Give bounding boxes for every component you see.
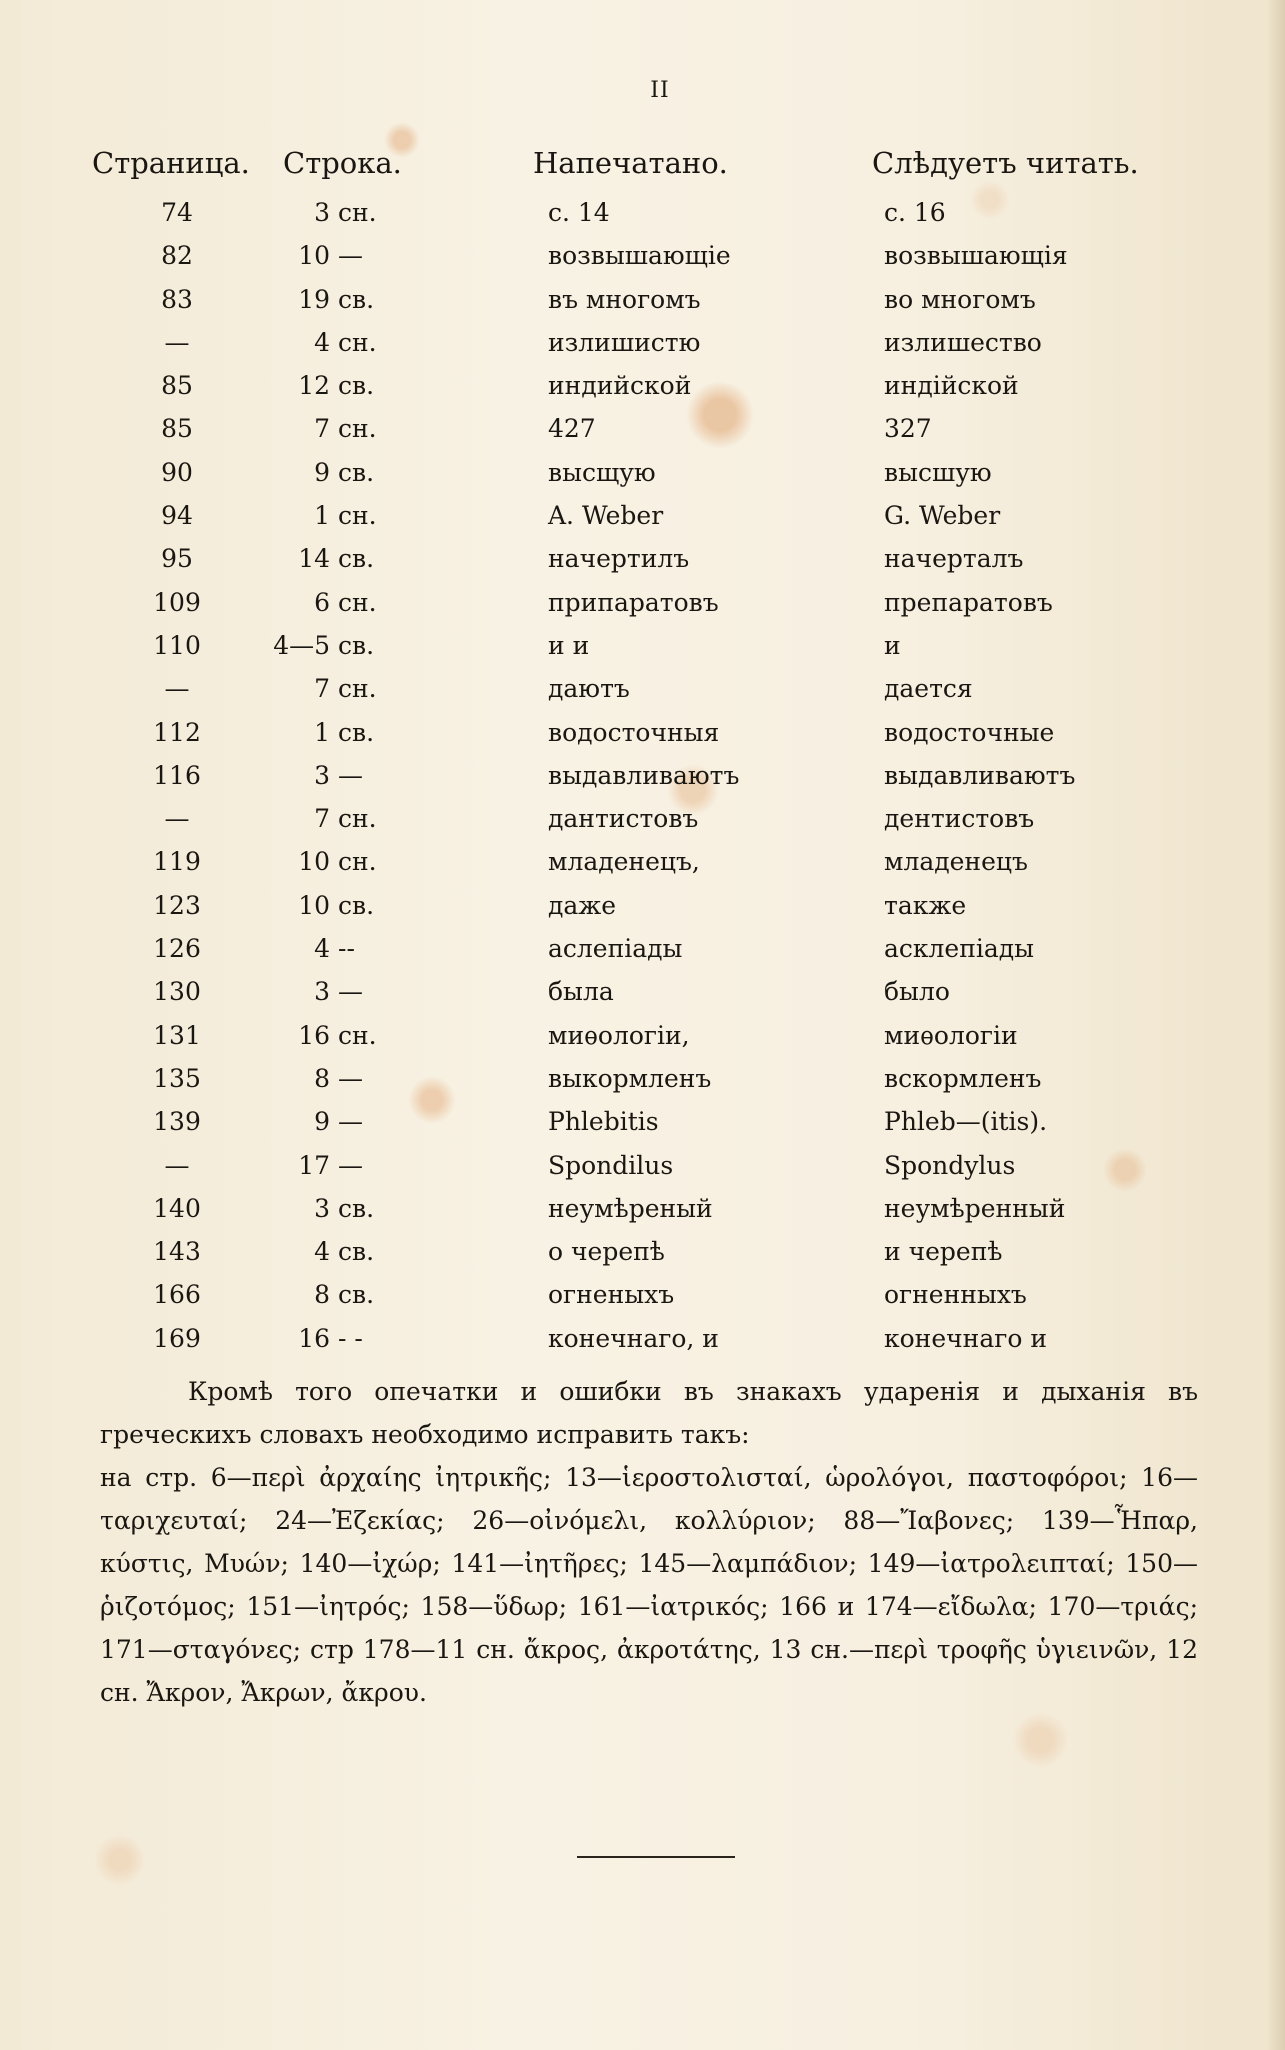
cell-read: и [884, 630, 901, 660]
cell-read: вскормленъ [884, 1063, 1042, 1093]
cell-line-number: 4—5 [273, 630, 330, 660]
cell-read: асклепіады [884, 934, 1035, 964]
cell-line-position: - - [338, 1323, 363, 1353]
cell-line-position: св. [338, 544, 375, 574]
cell-line-position: — [338, 1150, 363, 1180]
cell-printed: индийской [548, 371, 692, 401]
cell-printed: Phlebitis [548, 1107, 659, 1137]
cell-printed: начертилъ [548, 544, 690, 574]
header-printed: Напечатано. [533, 146, 728, 180]
table-row [0, 1190, 1285, 1233]
cell-page: 123 [153, 890, 201, 920]
cell-read: излишество [884, 327, 1042, 357]
cell-line-position: — [338, 760, 363, 790]
cell-page: — [164, 327, 190, 357]
cell-line-number: 16 [298, 1020, 330, 1050]
cell-printed: и и [548, 630, 590, 660]
cell-read: во многомъ [884, 284, 1036, 314]
table-row [0, 1233, 1285, 1276]
cell-printed: выкормленъ [548, 1063, 712, 1093]
cell-line-position: св. [338, 371, 375, 401]
cell-line-position: — [338, 977, 363, 1007]
cell-printed: миѳологіи, [548, 1020, 690, 1050]
table-row [0, 930, 1285, 973]
cell-read: Phleb—(itis). [884, 1107, 1048, 1137]
table-row [0, 670, 1285, 713]
cell-line-number: 14 [298, 544, 330, 574]
cell-read: индійской [884, 371, 1019, 401]
cell-page: — [164, 674, 190, 704]
cell-line-number: 10 [298, 241, 330, 271]
cell-line-number: 4 [314, 934, 330, 964]
cell-line-position: сн. [338, 414, 377, 444]
errata-table [0, 146, 1285, 1363]
table-row [0, 584, 1285, 627]
cell-line-number: 7 [314, 674, 330, 704]
cell-printed: даже [548, 890, 617, 920]
cell-line-number: 10 [298, 890, 330, 920]
cell-line-position: св. [338, 630, 375, 660]
cell-read: младенецъ [884, 847, 1028, 877]
cell-page: 85 [161, 414, 193, 444]
cell-read: и черепѣ [884, 1237, 1003, 1267]
cell-page: 140 [153, 1193, 201, 1223]
cell-page: — [164, 804, 190, 834]
table-row [0, 1147, 1285, 1190]
table-row [0, 714, 1285, 757]
cell-page: 112 [153, 717, 201, 747]
cell-printed: возвышающіе [548, 241, 731, 271]
cell-read: огненныхъ [884, 1280, 1027, 1310]
cell-printed: с. 14 [548, 198, 610, 227]
cell-page: 82 [161, 241, 193, 271]
cell-line-number: 1 [314, 717, 330, 747]
note-intro: Кромѣ того опечатки и ошибки въ знакахъ ударенія и дыханія въ греческихъ словахъ необходимо исправить такъ: [100, 1377, 1198, 1449]
cell-page: 83 [161, 284, 193, 314]
cell-read: дентистовъ [884, 804, 1035, 834]
table-row [0, 843, 1285, 886]
cell-line-position: св. [338, 284, 375, 314]
cell-printed: водосточныя [548, 717, 720, 747]
table-row [0, 1276, 1285, 1319]
cell-read: водосточные [884, 717, 1055, 747]
table-row [0, 757, 1285, 800]
table-row [0, 367, 1285, 410]
table-row [0, 454, 1285, 497]
cell-page: 166 [153, 1280, 201, 1310]
cell-printed: 427 [548, 414, 596, 444]
cell-read: конечнаго и [884, 1323, 1047, 1353]
cell-page: 131 [153, 1020, 201, 1050]
cell-line-number: 8 [314, 1063, 330, 1093]
cell-page: 139 [153, 1107, 201, 1137]
cell-line-position: сн. [338, 501, 377, 531]
cell-read: G. Weber [884, 501, 1001, 531]
cell-line-position: сн. [338, 847, 377, 877]
cell-printed: конечнаго, и [548, 1323, 719, 1353]
errata-rows [0, 194, 1285, 1363]
cell-read: с. 16 [884, 198, 946, 227]
cell-read: миѳологіи [884, 1020, 1018, 1050]
cell-read: 327 [884, 414, 932, 444]
cell-read: неумѣренный [884, 1193, 1066, 1223]
cell-line-number: 3 [314, 760, 330, 790]
cell-line-number: 3 [314, 1193, 330, 1223]
cell-line-position: св. [338, 717, 375, 747]
cell-read: начерталъ [884, 544, 1024, 574]
cell-line-position: св. [338, 1280, 375, 1310]
cell-printed: даютъ [548, 674, 630, 704]
page-number: II [650, 78, 670, 103]
table-row [0, 237, 1285, 280]
cell-line-position: св. [338, 457, 375, 487]
table-header-row [0, 146, 1285, 194]
cell-line-position: — [338, 1063, 363, 1093]
cell-printed: о черепѣ [548, 1237, 665, 1267]
cell-read: препаратовъ [884, 587, 1053, 617]
cell-line-number: 3 [314, 198, 330, 227]
cell-line-position: сн. [338, 198, 377, 227]
cell-printed: была [548, 977, 614, 1007]
cell-line-number: 17 [298, 1150, 330, 1180]
cell-read: высшую [884, 457, 992, 487]
cell-read: Spondylus [884, 1150, 1016, 1180]
cell-line-position: сн. [338, 1020, 377, 1050]
cell-page: 94 [161, 501, 193, 531]
cell-page: 130 [153, 977, 201, 1007]
cell-page: 126 [153, 934, 201, 964]
cell-line-position: — [338, 1107, 363, 1137]
cell-read: возвышающія [884, 241, 1068, 271]
cell-line-position: — [338, 241, 363, 271]
cell-line-position: сн. [338, 587, 377, 617]
cell-line-number: 8 [314, 1280, 330, 1310]
cell-printed: A. Weber [548, 501, 664, 531]
cell-page: 74 [161, 198, 193, 227]
table-row [0, 281, 1285, 324]
table-row [0, 540, 1285, 583]
cell-read: также [884, 890, 967, 920]
cell-printed: высщую [548, 457, 656, 487]
cell-line-position: -- [338, 934, 355, 964]
cell-page: 110 [153, 630, 201, 660]
cell-line-number: 3 [314, 977, 330, 1007]
cell-line-position: св. [338, 1237, 375, 1267]
cell-line-number: 9 [314, 457, 330, 487]
header-page: Страница. [92, 146, 250, 180]
cell-line-position: св. [338, 890, 375, 920]
cell-line-number: 6 [314, 587, 330, 617]
table-row [0, 1017, 1285, 1060]
table-row [0, 1103, 1285, 1146]
cell-line-number: 19 [298, 284, 330, 314]
table-row [0, 194, 1285, 237]
note-corrections: на стр. 6—περὶ ἀρχαίης ἰητρικῆς; 13—ἱεροστολισταί, ὡρολόγοι, παστοφόροι; 16—ταριχευταί; 24—Ἐζεκίας; 26—οἰνόμελι, κολλύριον; 88—Ἴαβονες; 139—Ἧπαρ, κύστις, Μυών; 140—ἰχώρ; 141—ἰητῆρες; 145—λαμπάδιον; 149—ἰατρολειπταί; 150—ῥιζοτόμος; 151—ἰητρός; 158—ὕδωρ; 161—ἰατρικός; 166 и 174—εἴδωλα; 170—τριάς; 171—σταγόνες; стр 178—11 сн. ἄκρος, ἀκροτάτης, 13 сн.—περὶ τροφῆς ὑγιεινῶν, 12 сн. Ἄκρον, Ἄκρων, ἄκρου. [100, 1463, 1198, 1707]
cell-page: 90 [161, 457, 193, 487]
table-row [0, 800, 1285, 843]
cell-line-position: сн. [338, 804, 377, 834]
closing-rule [577, 1856, 735, 1858]
cell-line-number: 9 [314, 1107, 330, 1137]
cell-line-number: 7 [314, 804, 330, 834]
cell-read: выдавливаютъ [884, 760, 1076, 790]
cell-printed: аслепіады [548, 934, 683, 964]
cell-page: 85 [161, 371, 193, 401]
cell-page: 95 [161, 544, 193, 574]
cell-page: 119 [153, 847, 201, 877]
cell-read: было [884, 977, 950, 1007]
cell-printed: Spondilus [548, 1150, 674, 1180]
greek-corrections-note [100, 1370, 1198, 1714]
table-row [0, 1060, 1285, 1103]
cell-page: 109 [153, 587, 201, 617]
table-row [0, 887, 1285, 930]
table-row [0, 324, 1285, 367]
cell-line-position: св. [338, 1193, 375, 1223]
cell-printed: выдавливаютъ [548, 760, 740, 790]
table-row [0, 1320, 1285, 1363]
table-row [0, 497, 1285, 540]
cell-page: — [164, 1150, 190, 1180]
cell-line-number: 7 [314, 414, 330, 444]
cell-line-number: 16 [298, 1323, 330, 1353]
cell-page: 143 [153, 1237, 201, 1267]
cell-printed: въ многомъ [548, 284, 701, 314]
cell-printed: огненыхъ [548, 1280, 675, 1310]
cell-printed: дантистовъ [548, 804, 699, 834]
header-line: Строка. [283, 146, 402, 180]
cell-line-number: 12 [298, 371, 330, 401]
cell-printed: припаратовъ [548, 587, 719, 617]
cell-line-position: сн. [338, 674, 377, 704]
cell-page: 169 [153, 1323, 201, 1353]
cell-page: 135 [153, 1063, 201, 1093]
table-row [0, 973, 1285, 1016]
cell-line-number: 4 [314, 327, 330, 357]
cell-line-number: 10 [298, 847, 330, 877]
cell-read: дается [884, 674, 973, 704]
table-row [0, 410, 1285, 453]
cell-printed: излишистю [548, 327, 701, 357]
cell-line-number: 4 [314, 1237, 330, 1267]
cell-line-number: 1 [314, 501, 330, 531]
table-row [0, 627, 1285, 670]
cell-printed: младенецъ, [548, 847, 700, 877]
cell-line-position: сн. [338, 327, 377, 357]
cell-printed: неумѣреный [548, 1193, 713, 1223]
header-read: Слѣдуетъ читать. [872, 146, 1139, 180]
cell-page: 116 [153, 760, 201, 790]
